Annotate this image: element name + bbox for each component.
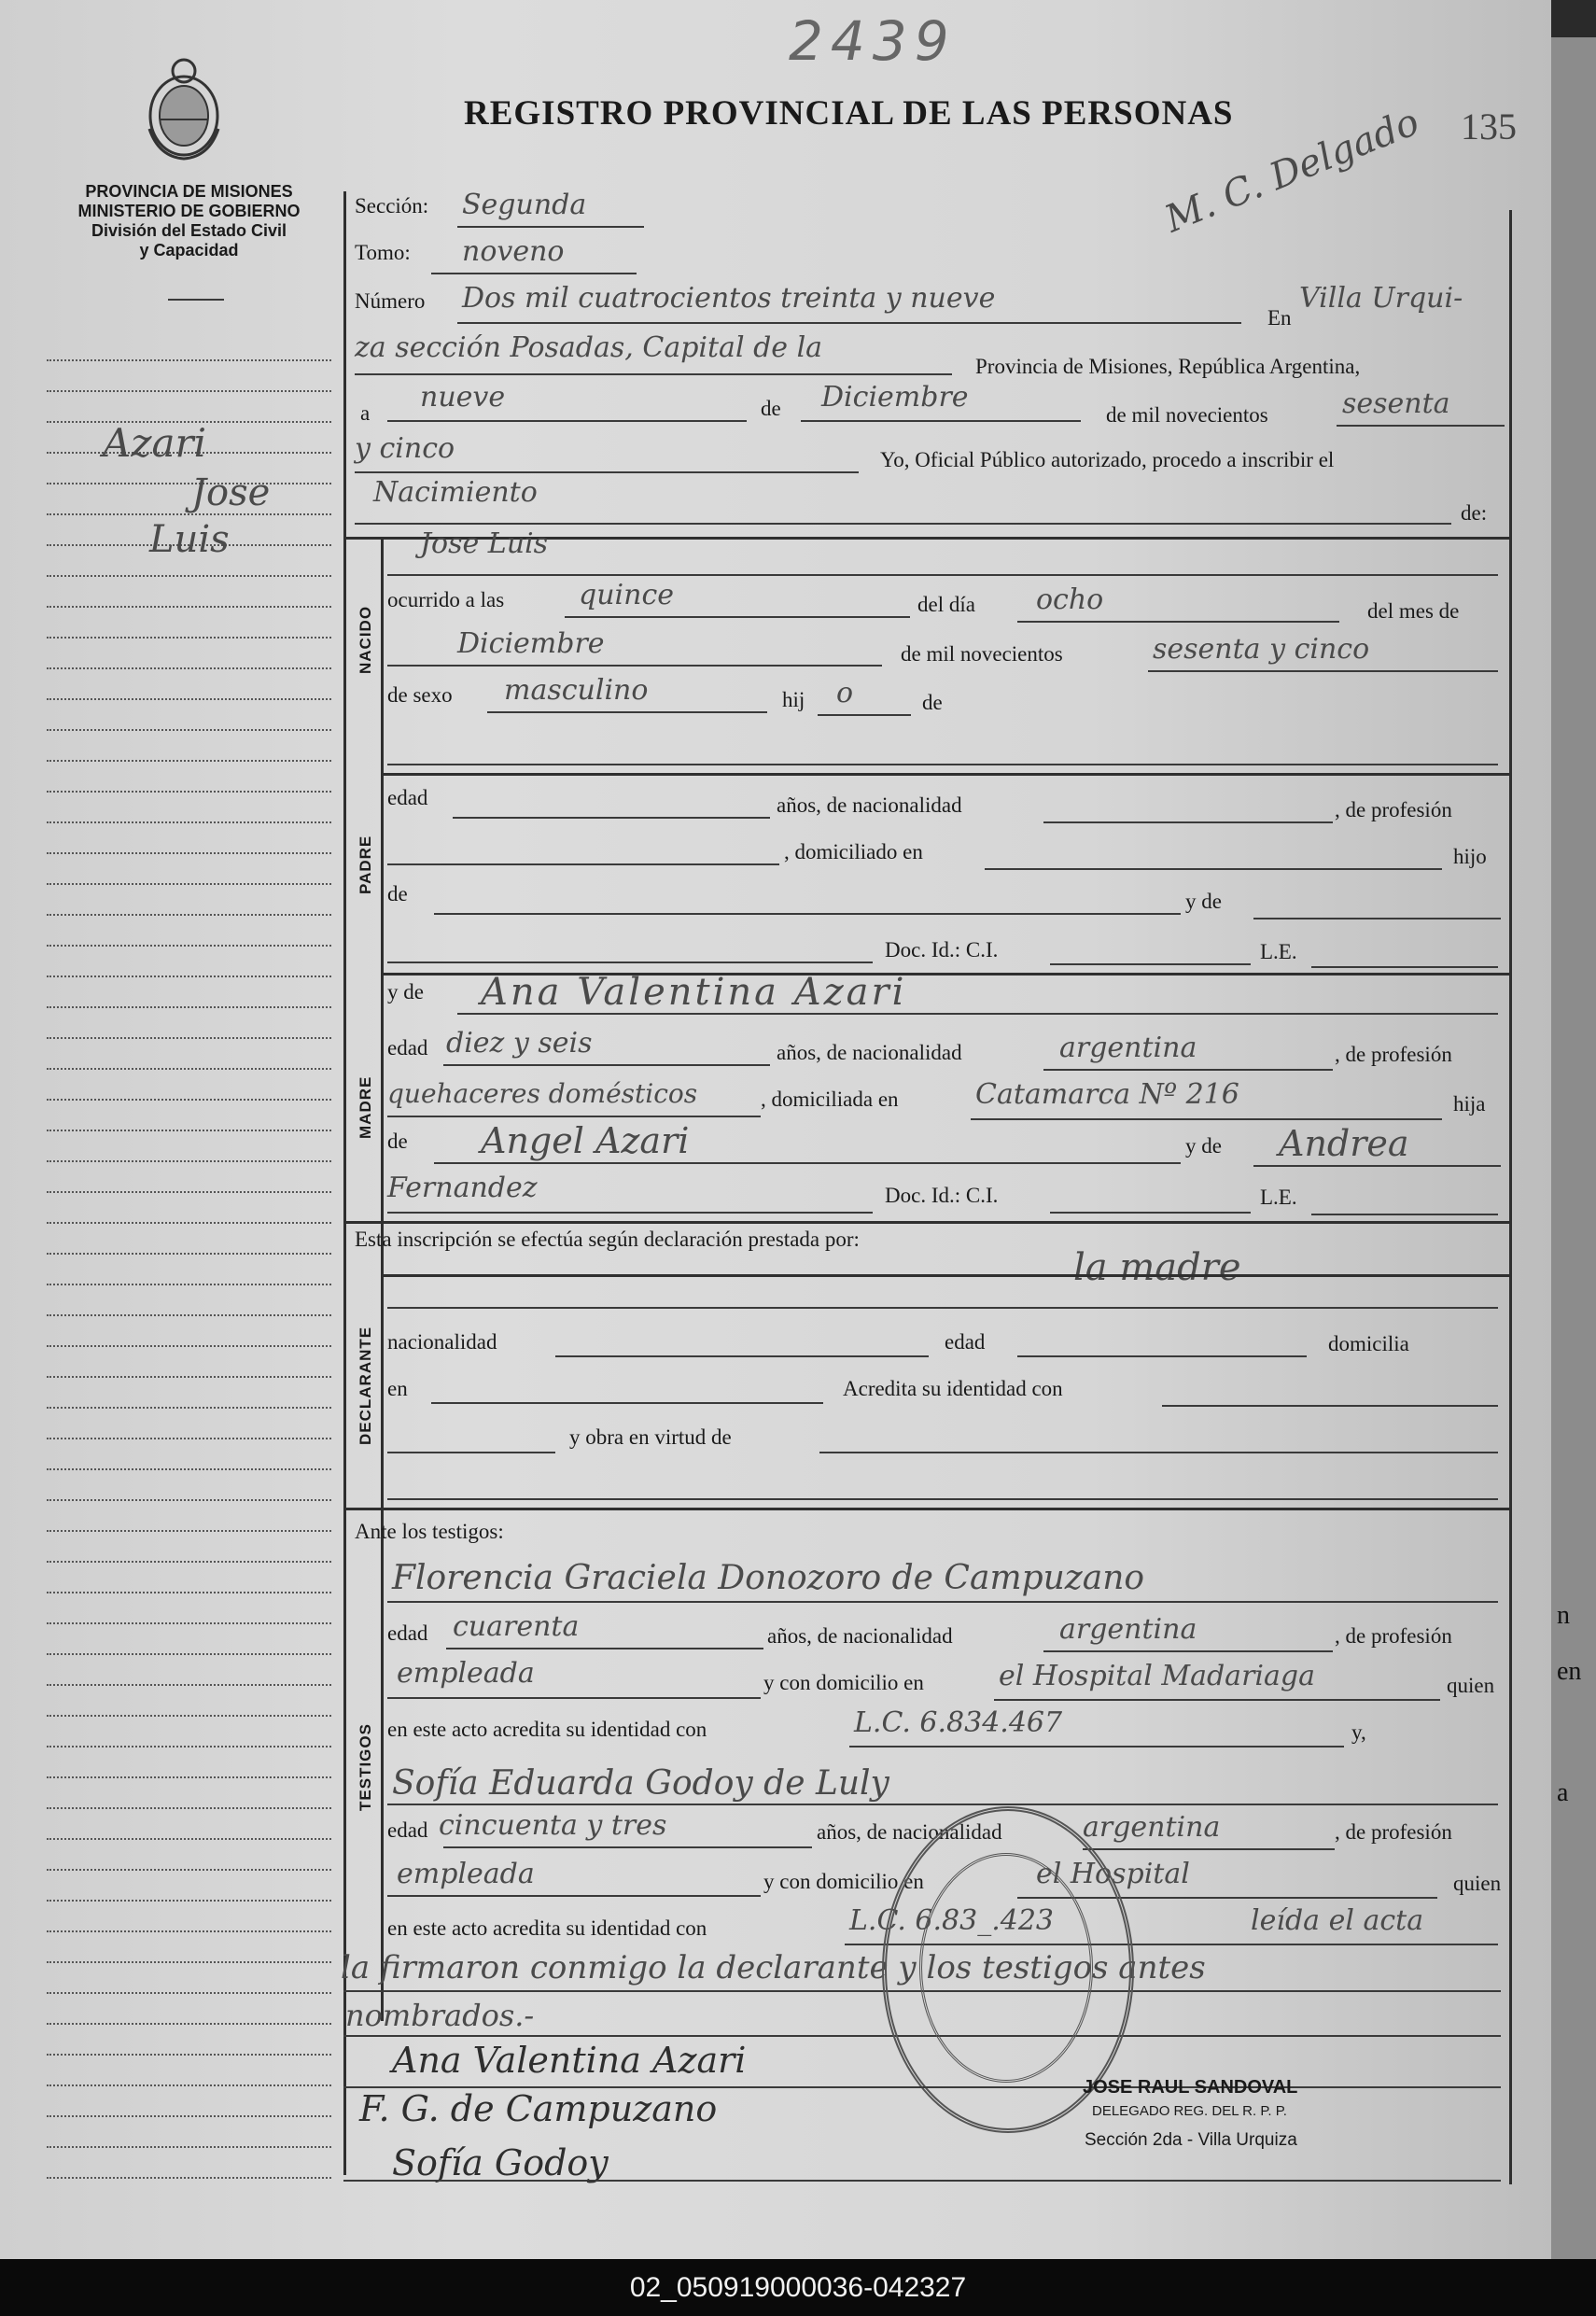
official-role: DELEGADO REG. DEL R. P. P. — [1092, 2103, 1287, 2119]
margin-surname: Azari — [103, 420, 207, 466]
t1-nac-label: años, de nacionalidad — [767, 1624, 953, 1648]
nacido-mil-label: de mil novecientos — [901, 642, 1063, 666]
testigo1-name: Florencia Graciela Donozoro de Campuzano — [392, 1559, 1145, 1597]
t1-domicilio: el Hospital Madariaga — [999, 1660, 1315, 1692]
official-seal-inner — [919, 1853, 1093, 2083]
sexo-label: de sexo — [387, 683, 453, 707]
t1-acredita-label: en este acto acredita su identidad con — [387, 1718, 707, 1741]
t1-y-label: y, — [1351, 1720, 1366, 1744]
del-mes-label: del mes de — [1367, 599, 1460, 623]
madre-padre: Angel Azari — [481, 1120, 690, 1161]
madre-prof-label: , de profesión — [1335, 1043, 1452, 1066]
declarante-nac-label: nacionalidad — [387, 1330, 497, 1354]
tomo-value: noveno — [462, 235, 565, 268]
t2-nac-label: años, de nacionalidad — [817, 1820, 1002, 1844]
t2-acredita-label: en este acto acredita su identidad con — [387, 1916, 707, 1940]
nacido-sexo: masculino — [504, 674, 649, 707]
declarante-acredita-label: Acredita su identidad con — [843, 1377, 1063, 1400]
mil-text: de mil novecientos — [1106, 403, 1268, 427]
corner-number: 135 — [1461, 105, 1517, 147]
year-2: y cinco — [355, 432, 455, 465]
madre-edad-label: edad — [387, 1036, 428, 1060]
declarante-en-label: en — [387, 1377, 408, 1400]
madre-yde-label: y de — [387, 980, 424, 1004]
closing-line-2: nombrados.- — [345, 1998, 535, 2033]
signature-3: Sofía Godoy — [392, 2142, 609, 2183]
padre-prof-label: , de profesión — [1335, 798, 1452, 821]
province-header: PROVINCIA DE MISIONES MINISTERIO DE GOBIERNO División del Estado Civil y Capacidad — [77, 182, 301, 260]
t2-edad-label: edad — [387, 1818, 428, 1842]
del-dia-label: del día — [917, 593, 975, 616]
madre-nac-label: años, de nacionalidad — [777, 1041, 962, 1064]
t1-quien-label: quien — [1447, 1674, 1495, 1697]
declarante-dom-label: domicilia — [1328, 1332, 1409, 1355]
t2-documento: L.C. 6.83_.423 — [849, 1904, 1055, 1937]
madre-profesion: quehaceres domésticos — [387, 1078, 698, 1109]
provincia-text: Provincia de Misiones, República Argentina, — [975, 355, 1361, 378]
next-page-edge — [1551, 37, 1596, 2259]
t2-quien-label: quien — [1453, 1872, 1502, 1895]
en-value-1: Villa Urqui- — [1299, 282, 1463, 315]
hij-label: hij — [782, 688, 805, 711]
t1-dom-label: y con domicilio en — [763, 1671, 924, 1694]
hij-suffix: o — [836, 677, 854, 709]
nacido-hora: quince — [579, 579, 674, 611]
numero-label: Número — [355, 289, 426, 313]
declaracion-text: Esta inscripción se efectúa según declaración prestada por: — [355, 1228, 860, 1251]
page-title: REGISTRO PROVINCIAL DE LAS PERSONAS — [464, 94, 1234, 133]
en-label: En — [1267, 306, 1292, 330]
t2-profesion: empleada — [397, 1858, 535, 1890]
padre-edad-label: edad — [387, 786, 428, 809]
t1-edad-label: edad — [387, 1621, 428, 1645]
declarante-edad-label: edad — [945, 1330, 986, 1354]
testigos-ante-label: Ante los testigos: — [355, 1520, 504, 1543]
madre-dom-label: , domiciliada en — [761, 1088, 899, 1111]
testigo2-name: Sofía Eduarda Godoy de Luly — [392, 1764, 889, 1803]
seccion-value: Segunda — [462, 189, 587, 221]
madre-le-label: L.E. — [1260, 1186, 1297, 1209]
a-value: nueve — [420, 381, 506, 414]
t1-nacionalidad: argentina — [1059, 1613, 1197, 1646]
section-nacido: NACIDO — [357, 605, 374, 674]
section-testigos: TESTIGOS — [357, 1723, 374, 1811]
t1-profesion: empleada — [397, 1657, 535, 1690]
declaracion-value: la madre — [1073, 1246, 1241, 1289]
section-madre: MADRE — [357, 1075, 374, 1139]
top-number: 2439 — [789, 9, 957, 73]
de-label: de — [761, 397, 781, 420]
official-name: JOSE RAUL SANDOVAL — [1083, 2077, 1298, 2098]
seccion-label: Sección: — [355, 194, 429, 218]
de-colon: de: — [1461, 501, 1488, 525]
margin-name-1: Jose — [191, 471, 271, 514]
padre-le-label: L.E. — [1260, 940, 1297, 963]
padre-hijo-label: hijo — [1453, 845, 1487, 868]
madre-madre-1: Andrea — [1279, 1123, 1409, 1164]
madre-de-label: de — [387, 1130, 408, 1153]
nacido-mes: Diciembre — [457, 627, 605, 660]
t2-prof-label: , de profesión — [1335, 1820, 1452, 1844]
t2-nacionalidad: argentina — [1083, 1811, 1221, 1844]
margin-name-2: Luis — [149, 518, 230, 561]
ocurrido-label: ocurrido a las — [387, 588, 505, 611]
acto-value: Nacimiento — [373, 476, 538, 509]
madre-domicilio: Catamarca Nº 216 — [975, 1078, 1239, 1111]
madre-hija-label: hija — [1453, 1092, 1486, 1116]
madre-doc-label: Doc. Id.: C.I. — [885, 1184, 999, 1207]
edge-text-2: en — [1557, 1657, 1582, 1686]
official-place: Sección 2da - Villa Urquiza — [1085, 2130, 1297, 2150]
en-value-2: za sección Posadas, Capital de la — [355, 331, 823, 364]
t2-dom-label: y con domicilio en — [763, 1870, 924, 1893]
madre-edad: diez y seis — [446, 1027, 593, 1060]
madre-name: Ana Valentina Azari — [481, 971, 907, 1014]
nacido-name: Jose Luis — [420, 527, 549, 560]
numero-value: Dos mil cuatrocientos treinta y nueve — [462, 282, 996, 315]
nacido-anio: sesenta y cinco — [1153, 633, 1370, 666]
oficial-text: Yo, Oficial Público autorizado, procedo a inscribir el — [880, 448, 1335, 471]
t2-domicilio: el Hospital — [1036, 1858, 1190, 1890]
a-label: a — [360, 401, 371, 425]
signature-1: Ana Valentina Azari — [392, 2040, 747, 2081]
closing-line-1: la firmaron conmigo la declarante y los testigos antes — [341, 1949, 1206, 1986]
padre-yde-label: y de — [1185, 890, 1222, 913]
de-value: Diciembre — [821, 381, 969, 414]
padre-de-label: de — [387, 882, 408, 905]
year-1: sesenta — [1342, 387, 1450, 420]
coat-of-arms-icon — [140, 54, 229, 164]
tomo-label: Tomo: — [355, 241, 411, 264]
t1-prof-label: , de profesión — [1335, 1624, 1452, 1648]
madre-nacionalidad: argentina — [1059, 1032, 1197, 1064]
madre-madre-2: Fernandez — [387, 1172, 538, 1204]
edge-text-1: n — [1557, 1601, 1570, 1630]
declarante-obra-label: y obra en virtud de — [569, 1425, 732, 1449]
section-padre: PADRE — [357, 835, 374, 894]
t1-edad: cuarenta — [453, 1610, 580, 1643]
nacido-de-label: de — [922, 691, 943, 714]
padre-dom-label: , domiciliado en — [784, 840, 923, 863]
t2-tail: leída el acta — [1251, 1904, 1424, 1937]
t1-documento: L.C. 6.834.467 — [854, 1706, 1063, 1739]
padre-nac-label: años, de nacionalidad — [777, 793, 962, 817]
padre-doc-label: Doc. Id.: C.I. — [885, 938, 999, 961]
signature-scribble-top: M. C. Delgado — [1158, 100, 1425, 242]
scan-id-footer: 02_050919000036-042327 — [0, 2259, 1596, 2316]
signature-2: F. G. de Campuzano — [359, 2088, 718, 2129]
madre-yde2-label: y de — [1185, 1134, 1222, 1158]
nacido-dia: ocho — [1036, 583, 1104, 616]
t2-edad: cincuenta y tres — [439, 1809, 667, 1842]
section-declarante: DECLARANTE — [357, 1326, 374, 1445]
edge-text-3: a — [1557, 1778, 1569, 1807]
